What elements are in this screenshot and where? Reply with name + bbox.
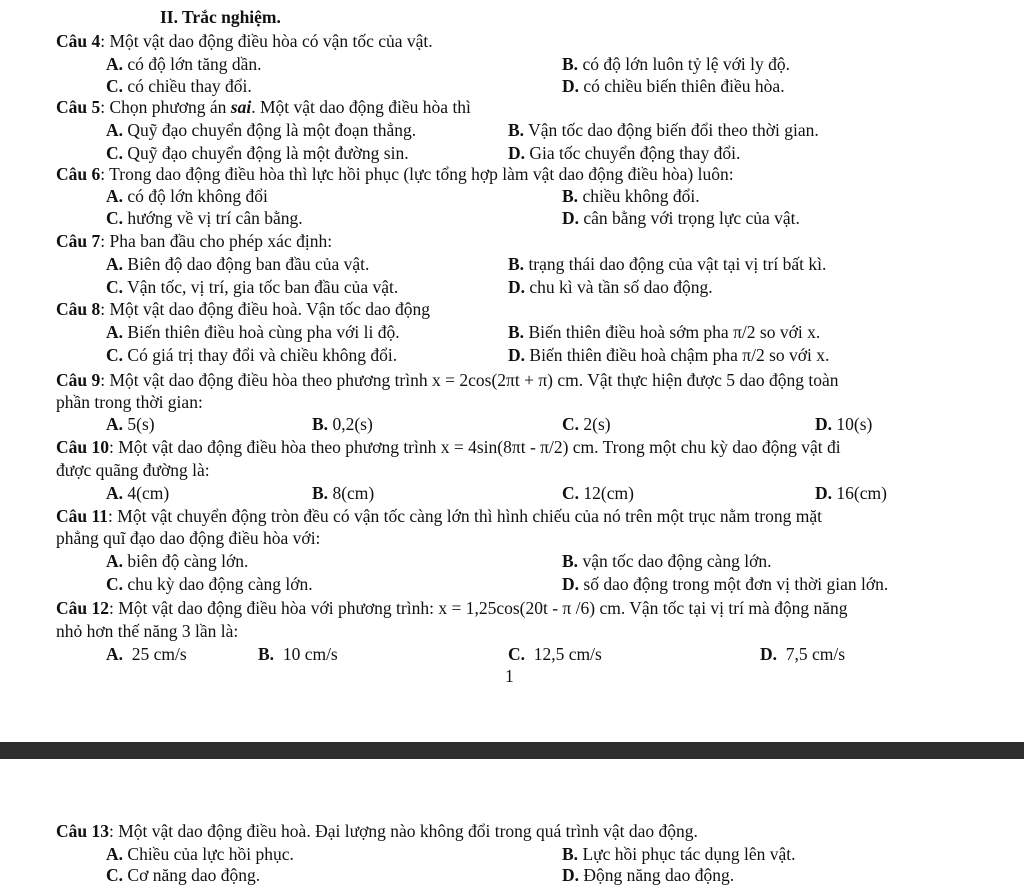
q6-option-a: A. có độ lớn không đổi <box>106 186 268 206</box>
q8-option-a: A. Biến thiên điều hoà cùng pha với li độ. <box>106 322 400 342</box>
question-9: Câu 9: Một vật dao động điều hòa theo phương trình x = 2cos(2πt + π) cm. Vật thực hiện được 5 dao động toàn <box>56 370 839 390</box>
q12-option-c: C. 12,5 cm/s <box>508 644 602 664</box>
question-6: Câu 6: Trong dao động điều hòa thì lực hồi phục (lực tổng hợp làm vật dao động điều hòa) luôn: <box>56 164 734 184</box>
q6-option-b: B. chiều không đổi. <box>562 186 700 206</box>
q9-option-a: A. 5(s) <box>106 414 155 434</box>
q10-option-a: A. 4(cm) <box>106 483 170 503</box>
q12-option-a: A. 25 cm/s <box>106 644 187 664</box>
q9-option-b: B. 0,2(s) <box>312 414 373 434</box>
question-7: Câu 7: Pha ban đầu cho phép xác định: <box>56 231 333 251</box>
question-12: Câu 12: Một vật dao động điều hòa với phương trình: x = 1,25cos(20t - π /6) cm. Vận tốc tại vị trí mà động năng <box>56 598 848 618</box>
q8-option-c: C. Có giá trị thay đổi và chiều không đổi. <box>106 345 398 365</box>
question-13: Câu 13: Một vật dao động điều hoà. Đại lượng nào không đổi trong quá trình vật dao động. <box>56 821 698 841</box>
q4-option-b: B. có độ lớn luôn tỷ lệ với ly độ. <box>562 54 791 74</box>
page-number: 1 <box>505 666 514 686</box>
section-title: II. Trắc nghiệm. <box>160 7 281 27</box>
q11-option-d: D. số dao động trong một đơn vị thời gian lớn. <box>562 574 889 594</box>
question-5: Câu 5: Chọn phương án sai. Một vật dao động điều hòa thì <box>56 97 471 117</box>
question-10: Câu 10: Một vật dao động điều hòa theo phương trình x = 4sin(8πt - π/2) cm. Trong một chu kỳ dao động vật đi <box>56 437 841 457</box>
question-11: Câu 11: Một vật chuyển động tròn đều có vận tốc càng lớn thì hình chiếu của nó trên một trục nằm trong mặt <box>56 506 822 526</box>
question-12-cont: nhỏ hơn thế năng 3 lần là: <box>56 621 239 641</box>
q6-option-d: D. cân bằng với trọng lực của vật. <box>562 208 800 228</box>
question-9-cont: phần trong thời gian: <box>56 392 203 412</box>
q11-option-c: C. chu kỳ dao động càng lớn. <box>106 574 313 594</box>
q13-option-d: D. Động năng dao động. <box>562 865 735 885</box>
question-8: Câu 8: Một vật dao động điều hoà. Vận tốc dao động <box>56 299 430 319</box>
question-11-cont: phẳng quĩ đạo dao động điều hòa với: <box>56 528 321 548</box>
q13-option-b: B. Lực hồi phục tác dụng lên vật. <box>562 844 796 864</box>
q10-option-d: D. 16(cm) <box>815 483 887 503</box>
q8-option-b: B. Biến thiên điều hoà sớm pha π/2 so với x. <box>508 322 821 342</box>
q13-option-c: C. Cơ năng dao động. <box>106 865 261 885</box>
q5-option-b: B. Vận tốc dao động biến đổi theo thời gian. <box>508 120 819 140</box>
q9-option-c: C. 2(s) <box>562 414 611 434</box>
question-10-cont: được quãng đường là: <box>56 460 210 480</box>
q7-option-b: B. trạng thái dao động của vật tại vị trí bất kì. <box>508 254 827 274</box>
q10-option-c: C. 12(cm) <box>562 483 634 503</box>
q11-option-b: B. vận tốc dao động càng lớn. <box>562 551 772 571</box>
q11-option-a: A. biên độ càng lớn. <box>106 551 249 571</box>
q6-option-c: C. hướng về vị trí cân bằng. <box>106 208 303 228</box>
question-4: Câu 4: Một vật dao động điều hòa có vận tốc của vật. <box>56 31 433 51</box>
q7-option-c: C. Vận tốc, vị trí, gia tốc ban đầu của vật. <box>106 277 399 297</box>
q9-option-d: D. 10(s) <box>815 414 873 434</box>
q5-option-a: A. Quỹ đạo chuyển động là một đoạn thẳng. <box>106 120 417 140</box>
q7-option-d: D. chu kì và tần số dao động. <box>508 277 713 297</box>
q13-option-a: A. Chiều của lực hồi phục. <box>106 844 294 864</box>
q10-option-b: B. 8(cm) <box>312 483 375 503</box>
q12-option-d: D. 7,5 cm/s <box>760 644 846 664</box>
q5-option-c: C. Quỹ đạo chuyển động là một đường sin. <box>106 143 409 163</box>
q4-option-c: C. có chiều thay đổi. <box>106 76 252 96</box>
page-separator <box>0 742 1024 759</box>
q8-option-d: D. Biến thiên điều hoà chậm pha π/2 so với x. <box>508 345 830 365</box>
q4-option-a: A. có độ lớn tăng dần. <box>106 54 262 74</box>
q7-option-a: A. Biên độ dao động ban đầu của vật. <box>106 254 370 274</box>
q4-option-d: D. có chiều biến thiên điều hòa. <box>562 76 785 96</box>
q12-option-b: B. 10 cm/s <box>258 644 338 664</box>
q5-option-d: D. Gia tốc chuyển động thay đổi. <box>508 143 741 163</box>
page-bottom <box>0 759 1024 888</box>
